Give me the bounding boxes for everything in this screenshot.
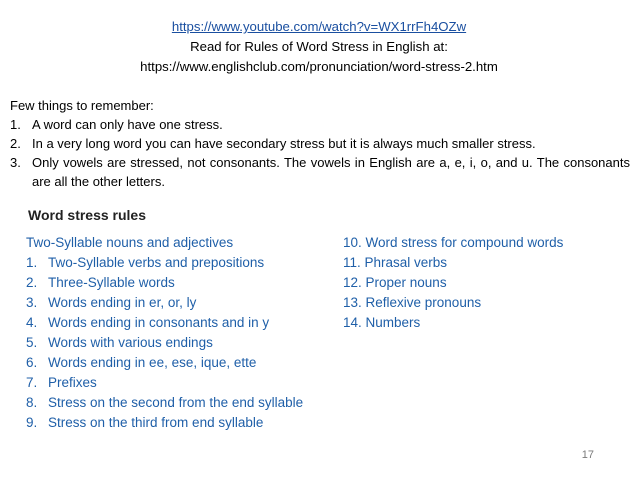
note-item: [10, 115, 630, 134]
note-text: A word can only have one stress.: [32, 117, 223, 132]
rule-item: [26, 393, 303, 413]
rule-text: Words with various endings: [48, 335, 213, 350]
rule-number: 9.: [26, 415, 38, 430]
note-number: 1.: [10, 117, 21, 132]
englishclub-url: https://www.englishclub.com/pronunciation/word-stress-2.htm: [140, 59, 498, 74]
rule-item: [26, 333, 303, 353]
rule-item: 10. Word stress for compound words: [343, 235, 564, 250]
header: [0, 17, 638, 77]
rules-right-column: [343, 233, 563, 333]
rules-left-column: [26, 233, 303, 433]
rule-item: [26, 373, 303, 393]
rules-left-heading: Two-Syllable nouns and adjectives: [26, 235, 234, 250]
rule-text: Stress on the third from end syllable: [48, 415, 264, 430]
rule-number: 2.: [26, 275, 38, 290]
rule-number: 1.: [26, 255, 38, 270]
rule-number: 7.: [26, 375, 38, 390]
rule-text: Prefixes: [48, 375, 97, 390]
rule-text: Stress on the second from the end syllable: [48, 395, 304, 410]
rule-item: [26, 253, 303, 273]
rule-item: 11. Phrasal verbs: [343, 255, 448, 270]
rule-number: 4.: [26, 315, 38, 330]
rule-number: 8.: [26, 395, 38, 410]
read-line: Read for Rules of Word Stress in English at:: [190, 39, 448, 54]
rule-item: [26, 413, 303, 433]
note-text: In a very long word you can have secondary stress but it is always much smaller stress.: [32, 136, 536, 151]
rule-item: 12. Proper nouns: [343, 275, 447, 290]
notes-intro: Few things to remember:: [10, 98, 154, 113]
rule-item: [26, 293, 303, 313]
rule-item: 14. Numbers: [343, 315, 421, 330]
rule-item: [26, 353, 303, 373]
note-text: Only vowels are stressed, not consonants. The vowels in English are a, e, i, o, and u. The consonants are all the other letters.: [32, 155, 630, 189]
rule-text: Words ending in er, or, ly: [48, 295, 197, 310]
rule-number: 6.: [26, 355, 38, 370]
youtube-link[interactable]: https://www.youtube.com/watch?v=WX1rrFh4OZw: [171, 19, 467, 34]
rule-text: Three-Syllable words: [48, 275, 175, 290]
rule-item: [26, 313, 303, 333]
rule-text: Words ending in ee, ese, ique, ette: [48, 355, 257, 370]
note-item: [10, 153, 630, 191]
word-stress-rules-figure: [18, 199, 618, 439]
rule-item: 13. Reflexive pronouns: [343, 295, 482, 310]
rule-text: Words ending in consonants and in y: [48, 315, 270, 330]
notes-section: [10, 96, 630, 191]
page-number: 17: [581, 449, 594, 461]
note-number: 2.: [10, 136, 21, 151]
rule-number: 3.: [26, 295, 38, 310]
rule-item: [26, 273, 303, 293]
note-number: 3.: [10, 155, 21, 170]
rule-text: Two-Syllable verbs and prepositions: [48, 255, 265, 270]
rules-title: Word stress rules: [28, 207, 147, 223]
note-item: [10, 134, 630, 153]
rule-number: 5.: [26, 335, 38, 350]
